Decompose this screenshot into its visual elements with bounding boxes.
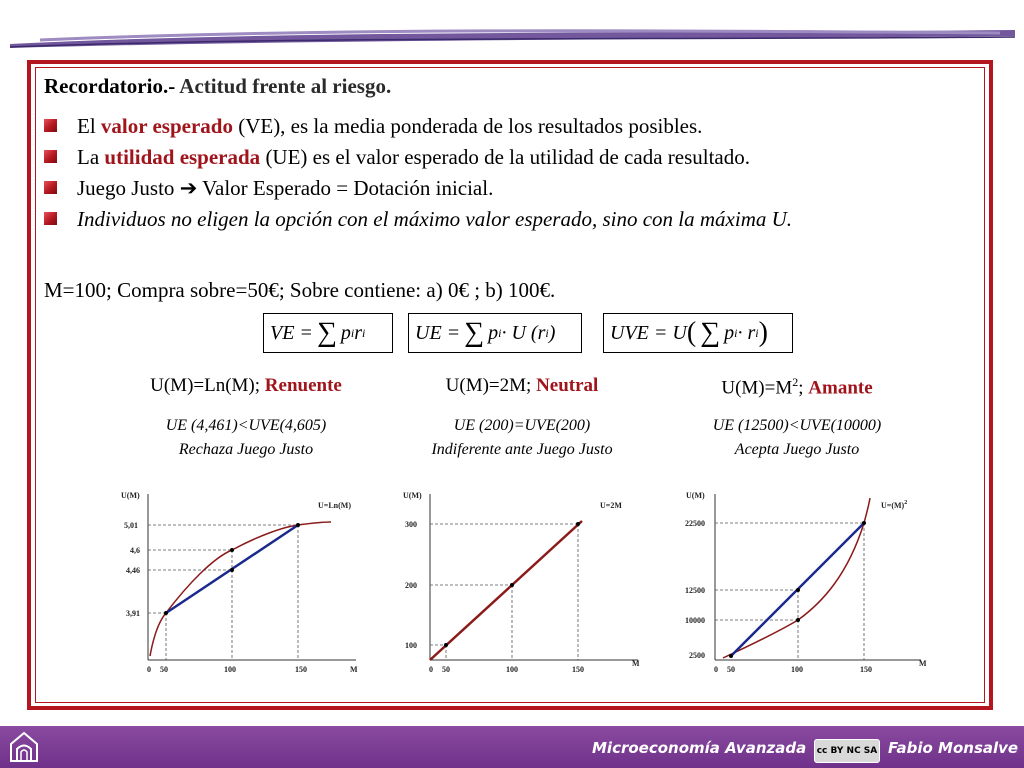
curve-label: U=2M bbox=[600, 501, 622, 510]
point bbox=[230, 548, 234, 552]
y-tick: 5,01 bbox=[124, 521, 138, 530]
x-tick: 100 bbox=[506, 665, 518, 674]
result-amante: UE (12500)<UVE(10000) Acepta Juego Justo bbox=[712, 417, 882, 458]
y-tick: 12500 bbox=[685, 586, 705, 595]
utility-line bbox=[430, 521, 582, 660]
x-tick: 50 bbox=[727, 665, 735, 674]
curve-label: $U=(M)^2$ bbox=[881, 500, 908, 510]
x-tick: 0 bbox=[429, 665, 433, 674]
cc-license-badge: cc BY NC SA bbox=[814, 739, 880, 763]
utility-curve bbox=[150, 522, 331, 656]
y-axis-label: U(M) bbox=[403, 491, 422, 500]
y-tick: 10000 bbox=[685, 616, 705, 625]
point bbox=[796, 588, 800, 592]
y-tick: 4,6 bbox=[130, 546, 140, 555]
utility-ln: U(M)=Ln(M); Renuente bbox=[150, 375, 342, 396]
x-tick: 150 bbox=[860, 665, 872, 674]
utility-curve bbox=[723, 498, 870, 658]
curve-label: U=Ln(M) bbox=[318, 501, 351, 510]
x-axis-label: M bbox=[632, 659, 640, 668]
x-axis-label: M bbox=[919, 659, 927, 668]
university-logo-icon bbox=[8, 730, 40, 764]
result-renuente: UE (4,461)<UVE(4,605) Rechaza Juego Justo bbox=[165, 417, 327, 458]
x-tick: 100 bbox=[224, 665, 236, 674]
course-name: Microeconomía Avanzada bbox=[592, 739, 807, 757]
x-tick: 150 bbox=[295, 665, 307, 674]
x-tick: 0 bbox=[714, 665, 718, 674]
top-decoration bbox=[0, 0, 1024, 60]
arrow-right-icon: ➔ bbox=[179, 176, 198, 200]
point bbox=[444, 643, 448, 647]
bullet-square-icon bbox=[44, 150, 57, 163]
y-tick: 300 bbox=[405, 520, 417, 529]
x-tick: 50 bbox=[442, 665, 450, 674]
point bbox=[862, 521, 866, 525]
formula-ue: UE = ∑ p i · U (r i ) bbox=[408, 313, 582, 353]
bullet-juego-justo: Juego Justo ➔ Valor Esperado = Dotación inicial. bbox=[44, 176, 493, 201]
x-tick: 150 bbox=[572, 665, 584, 674]
y-tick: 3,91 bbox=[126, 609, 140, 618]
bullet-square-icon bbox=[44, 212, 57, 225]
point bbox=[230, 568, 234, 572]
x-tick: 50 bbox=[160, 665, 168, 674]
point bbox=[796, 618, 800, 622]
result-neutral: UE (200)=UVE(200) Indiferente ante Juego Justo bbox=[431, 417, 613, 458]
chart-linear bbox=[400, 484, 640, 680]
point bbox=[164, 611, 168, 615]
title-rest: Actitud frente al riesgo. bbox=[179, 74, 392, 98]
y-tick: 200 bbox=[405, 581, 417, 590]
point bbox=[729, 654, 733, 658]
example-statement: M=100; Compra sobre=50€; Sobre contiene: a) 0€ ; b) 100€. bbox=[44, 278, 556, 302]
x-tick: 0 bbox=[147, 665, 151, 674]
chart-ln bbox=[118, 484, 358, 680]
chart-square bbox=[683, 484, 927, 680]
title-bold: Recordatorio.- bbox=[44, 74, 176, 98]
y-tick: 4,46 bbox=[126, 566, 140, 575]
utility-2m: U(M)=2M; Neutral bbox=[445, 375, 599, 396]
bullet-utilidad-esperada: La utilidad esperada (UE) es el valor esperado de la utilidad de cada resultado. bbox=[44, 145, 750, 170]
formula-ve: VE = ∑ p i r i bbox=[263, 313, 393, 353]
slide-title bbox=[44, 74, 391, 99]
utility-m2: $U(M)=M^2$; Amante bbox=[721, 375, 873, 399]
y-tick: 22500 bbox=[685, 519, 705, 528]
y-tick: 2500 bbox=[689, 651, 705, 660]
point bbox=[510, 583, 514, 587]
bullet-square-icon bbox=[44, 119, 57, 132]
formula-uve: UVE = U ( ∑ p i · r i ) bbox=[603, 313, 793, 353]
y-axis-label: U(M) bbox=[121, 491, 140, 500]
point bbox=[296, 523, 300, 527]
y-tick: 100 bbox=[405, 641, 417, 650]
y-axis-label: U(M) bbox=[686, 491, 705, 500]
x-tick: 100 bbox=[791, 665, 803, 674]
point bbox=[576, 522, 580, 526]
x-axis-label: M bbox=[350, 665, 358, 674]
bullet-square-icon bbox=[44, 181, 57, 194]
bullet-valor-esperado: El valor esperado (VE), es la media ponderada de los resultados posibles. bbox=[44, 114, 702, 139]
author-name: Fabio Monsalve bbox=[888, 739, 1019, 757]
bullet-individuos: Individuos no eligen la opción con el máximo valor esperado, sino con la máxima U. bbox=[44, 207, 792, 232]
